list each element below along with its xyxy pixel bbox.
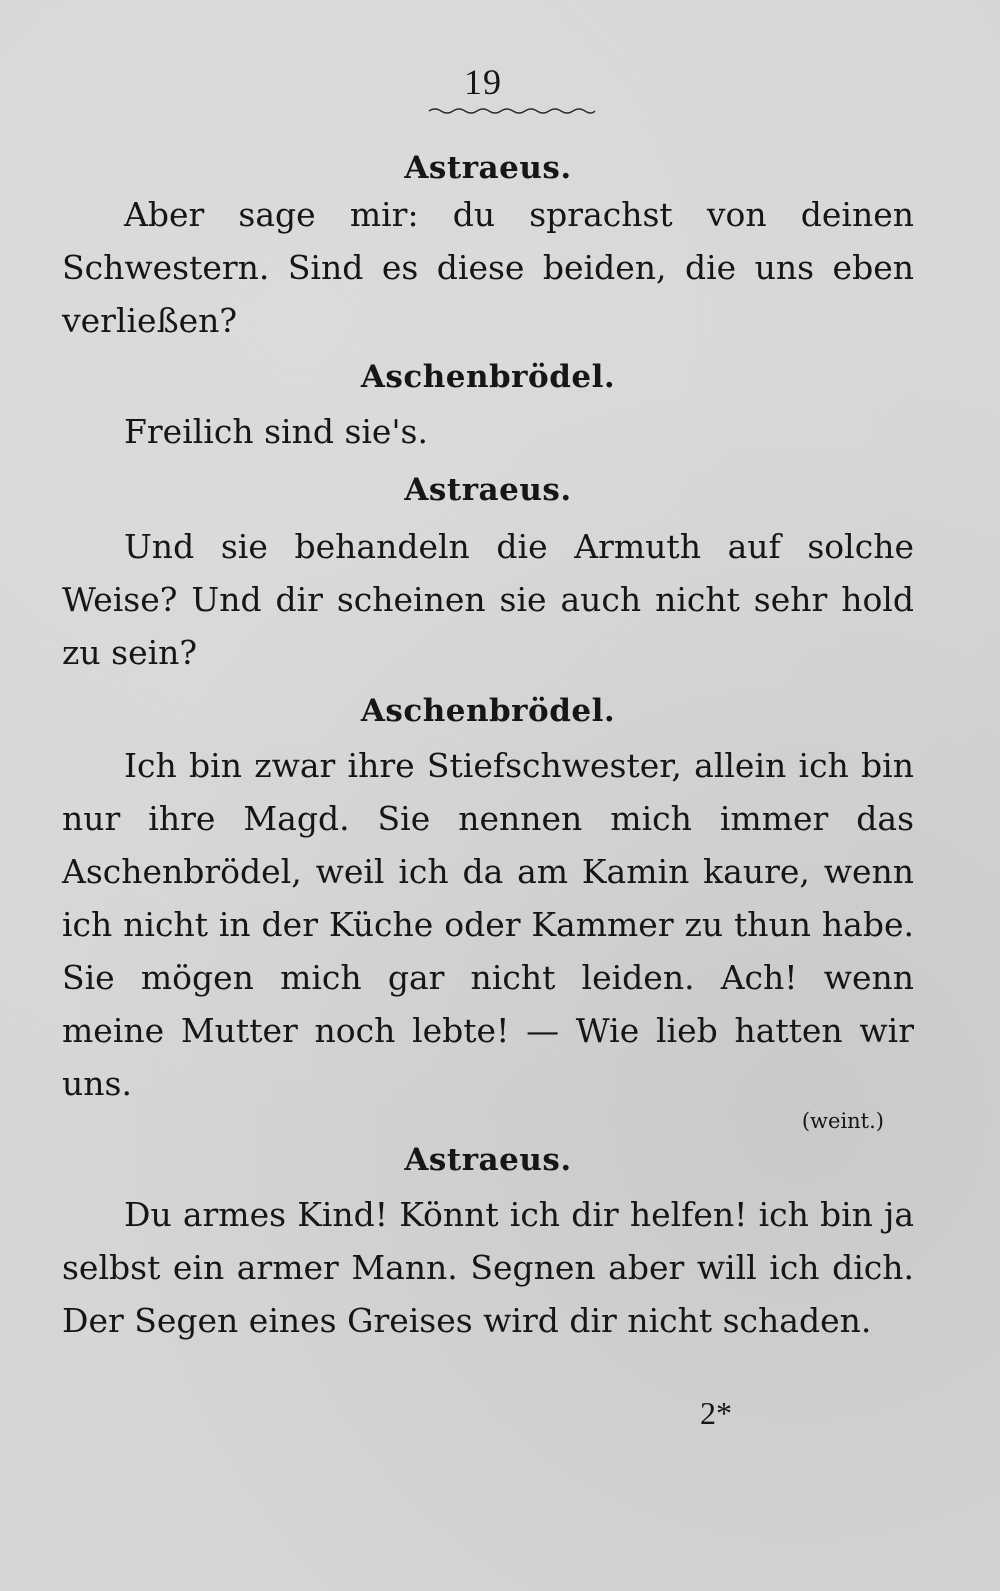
speaker-heading: Astraeus. bbox=[404, 150, 572, 186]
speech-text: Und sie behandeln die Armuth auf solche Weise? Und dir scheinen sie auch nicht sehr hold zu sein? bbox=[62, 527, 914, 672]
stage-direction: (weint.) bbox=[801, 1109, 884, 1133]
speech-text: Freilich sind sie's. bbox=[124, 412, 428, 451]
speech-text: Du armes Kind! Könnt ich dir helfen! ich bin ja selbst ein armer Mann. Segnen aber will ich dich. Der Segen eines Greises wird dir nicht schaden. bbox=[62, 1195, 914, 1340]
speech-text: Ich bin zwar ihre Stiefschwester, allein ich bin nur ihre Magd. Sie nennen mich immer das Aschenbrödel, weil ich da am Kamin kaure, wenn ich nicht in der Küche oder Kammer zu thun habe. Sie mögen mich gar nicht leiden. Ach! wenn meine Mutter noch lebte! — Wie lieb hatten wir uns. bbox=[62, 746, 914, 1103]
speaker-heading: Astraeus. bbox=[404, 472, 572, 508]
signature-mark: 2* bbox=[700, 1395, 732, 1431]
page-number: 19 bbox=[464, 62, 502, 102]
decorative-wavy-rule bbox=[427, 106, 597, 116]
speaker-heading: Aschenbrödel. bbox=[360, 693, 616, 729]
speech-text: Aber sage mir: du sprachst von deinen Schwestern. Sind es diese beiden, die uns eben verließen? bbox=[62, 195, 914, 340]
page-header bbox=[0, 64, 1000, 116]
speaker-heading: Astraeus. bbox=[404, 1142, 572, 1178]
speaker-heading: Aschenbrödel. bbox=[360, 359, 616, 395]
page-body bbox=[62, 148, 914, 1347]
